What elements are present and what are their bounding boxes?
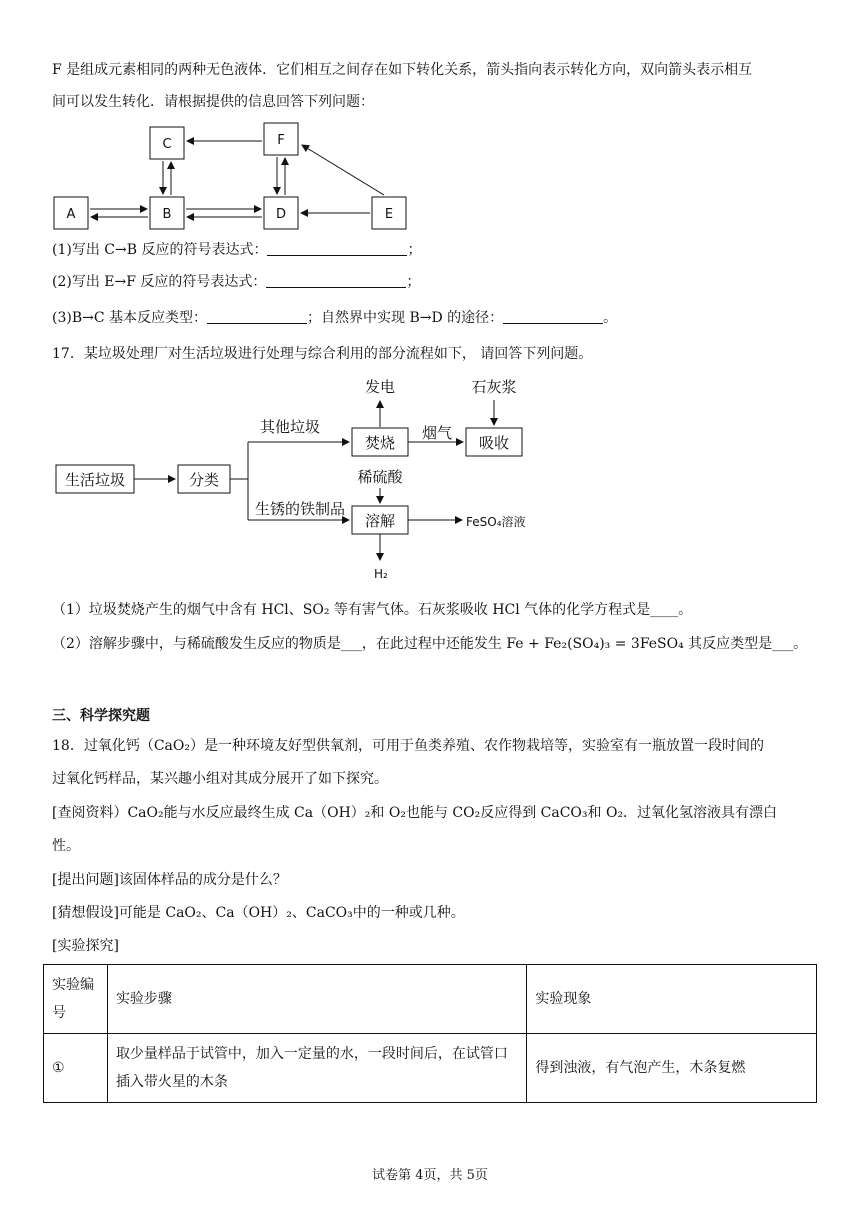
q16-sub1-end: ；: [407, 242, 422, 258]
row-result: 得到浊液，有气泡产生，木条复燃: [527, 1034, 817, 1103]
flow-absorb-label: 吸收: [478, 434, 510, 452]
flow-flue-gas-label: 烟气: [421, 424, 453, 442]
row-id: ①: [44, 1034, 108, 1103]
q16-sub2: [52, 272, 420, 292]
flow-dissolve-label: 溶解: [364, 512, 396, 530]
q17-title: 17．某垃圾处理厂对生活垃圾进行处理与综合利用的部分流程如下， 请回答下列问题。: [52, 346, 593, 362]
q16-sub2-end: ；: [406, 274, 421, 290]
q17-flow-diagram: [0, 372, 620, 584]
info-line1: [查阅资料）CaO₂能与水反应最终生成 Ca（OH）₂和 O₂也能与 CO₂反应得到 CaCO₃和 O₂．过氧化氢溶液具有漂白: [52, 805, 778, 821]
flow-power-label: 发电: [364, 378, 396, 396]
q16-sub3-end: 。: [603, 310, 618, 326]
header-id: 实验编号: [44, 965, 108, 1034]
node-d-label: D: [275, 207, 287, 222]
q16-sub1-text: (1)写出 C→B 反应的符号表达式：: [52, 242, 268, 258]
q16-sub2-text: (2)写出 E→F 反应的符号表达式：: [52, 274, 267, 290]
flow-lime-label: 石灰浆: [471, 378, 517, 396]
question-line: [提出问题]该固体样品的成分是什么？: [52, 872, 287, 888]
arrow-e-to-f: [302, 145, 384, 195]
q17-sub1: （1）垃圾焚烧产生的烟气中含有 HCl、SO₂ 等有害气体。石灰浆吸收 HCl 气体的化学方程式是____。: [52, 602, 693, 618]
flow-other-waste-label: 其他垃圾: [259, 418, 321, 436]
q16-sub3: [52, 308, 617, 328]
header-result: 实验现象: [527, 965, 817, 1034]
header-step: 实验步骤: [107, 965, 526, 1034]
explore-line: [实验探究]: [52, 938, 119, 954]
row-step: 取少量样品于试管中，加入一定量的水，一段时间后，在试管口插入带火星的木条: [107, 1034, 526, 1103]
flow-rusty-iron-label: 生锈的铁制品: [254, 500, 346, 518]
q16-sub3-blank-a[interactable]: [207, 309, 307, 324]
node-f-label: F: [277, 133, 285, 148]
q18-line1: 18．过氧化钙（CaO₂）是一种环境友好型供氧剂，可用于鱼类养殖、农作物栽培等，实验室有一瓶放置一段时间的: [52, 738, 764, 754]
flow-incinerate-label: 焚烧: [364, 434, 396, 452]
q16-sub2-blank[interactable]: [266, 273, 406, 288]
node-c-label: C: [162, 137, 172, 152]
page-footer: 试卷第 4页，共 5页: [372, 1168, 488, 1183]
flow-input-label: 生活垃圾: [64, 471, 126, 489]
q16-sub1: [52, 240, 421, 260]
q17-sub2: （2）溶解步骤中，与稀硫酸发生反应的物质是___，在此过程中还能发生 Fe + Fe₂(SO₄)₃ = 3FeSO₄ 其反应类型是___。: [52, 636, 808, 652]
flow-feso4-label: FeSO₄溶液: [466, 515, 526, 529]
node-a-label: A: [66, 207, 76, 222]
info-line2: 性。: [52, 838, 80, 854]
experiment-table: [43, 964, 817, 1103]
q16-sub3-text-a: (3)B→C 基本反应类型：: [52, 310, 208, 326]
node-b-label: B: [162, 207, 172, 222]
hypothesis-line: [猜想假设]可能是 CaO₂、Ca（OH）₂、CaCO₃中的一种或几种。: [52, 905, 465, 921]
table-header-row: [44, 965, 817, 1034]
flow-h2-label: H₂: [374, 567, 388, 581]
table-row: [44, 1034, 817, 1103]
q16-sub1-blank[interactable]: [267, 241, 407, 256]
flow-acid-label: 稀硫酸: [357, 468, 403, 486]
flow-classify-label: 分类: [188, 471, 220, 489]
node-e-label: E: [384, 207, 394, 222]
q16-intro-line2: 间可以发生转化．请根据提供的信息回答下列问题：: [52, 94, 374, 110]
q16-sub3-text-b: ；自然界中实现 B→D 的途径：: [307, 310, 504, 326]
q16-intro-line1: F 是组成元素相同的两种无色液体．它们相互之间存在如下转化关系，箭头指向表示转化方向，双向箭头表示相互: [52, 62, 753, 78]
q16-sub3-blank-b[interactable]: [503, 309, 603, 324]
q16-conversion-diagram: [0, 115, 430, 235]
section-heading: 三、科学探究题: [52, 708, 150, 724]
q18-line2: 过氧化钙样品，某兴趣小组对其成分展开了如下探究。: [52, 771, 388, 787]
